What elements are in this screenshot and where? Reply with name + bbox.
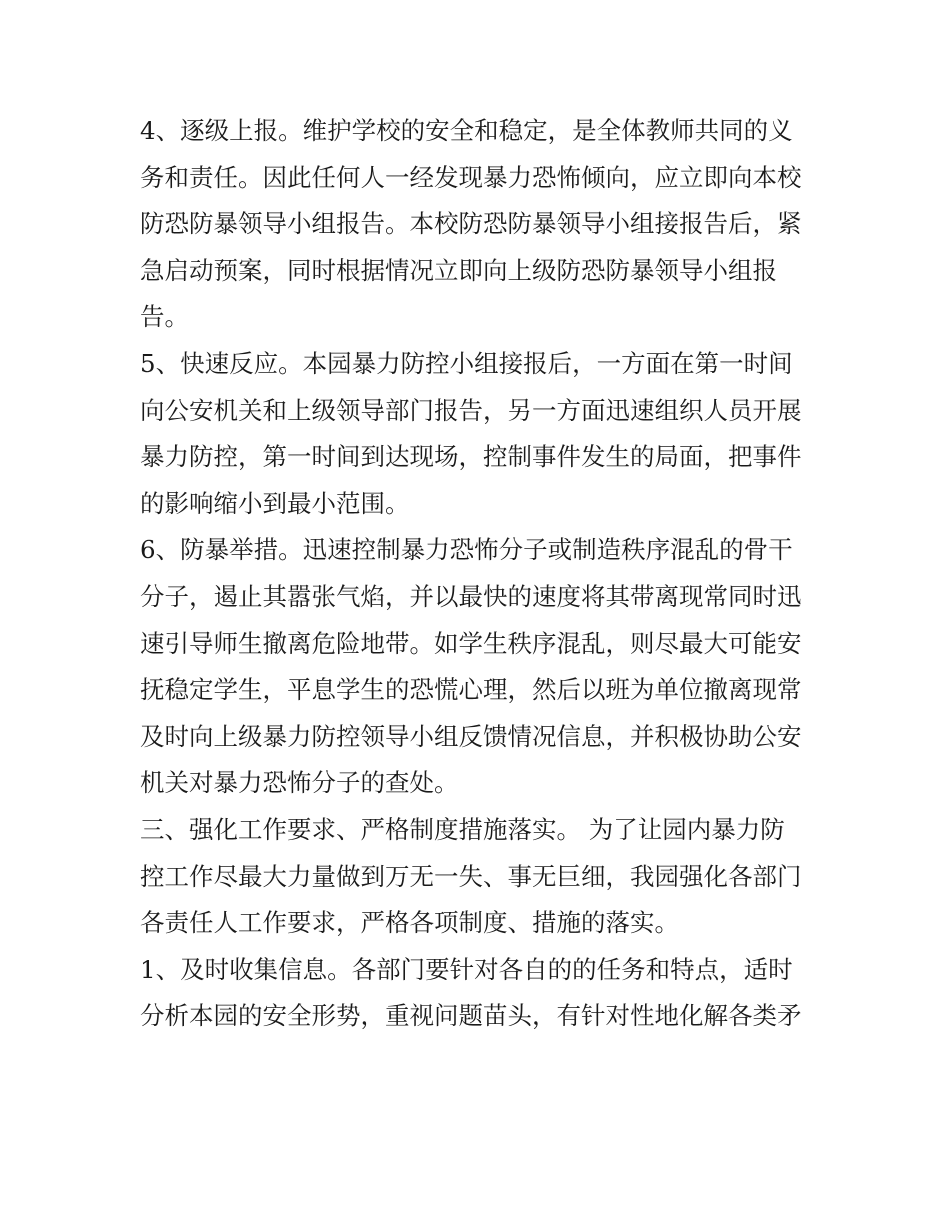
text-line: 务和责任。因此任何人一经发现暴力恐怖倾向，应立即向本校 xyxy=(140,162,802,192)
text-line: 防恐防暴领导小组报告。本校防恐防暴领导小组接报告后，紧 xyxy=(140,209,802,239)
text-line: 抚稳定学生，平息学生的恐慌心理，然后以班为单位撤离现常 xyxy=(140,675,802,705)
text-line: 暴力防控，第一时间到达现场，控制事件发生的局面，把事件 xyxy=(140,442,802,472)
text-line: 6、防暴举措。迅速控制暴力恐怖分子或制造秩序混乱的骨干 xyxy=(140,535,793,565)
text-line: 分析本园的安全形势，重视问题苗头，有针对性地化解各类矛 xyxy=(140,1001,802,1031)
text-line: 控工作尽最大力量做到万无一失、事无巨细，我园强化各部门 xyxy=(140,861,802,891)
text-line: 向公安机关和上级领导部门报告，另一方面迅速组织人员开展 xyxy=(140,395,802,425)
text-line: 5、快速反应。本园暴力防控小组接报后，一方面在第一时间 xyxy=(140,348,793,378)
text-line: 1、及时收集信息。各部门要针对各自的的任务和特点，适时 xyxy=(140,954,793,984)
document-body xyxy=(140,108,830,1040)
text-line: 速引导师生撤离危险地带。如学生秩序混乱，则尽最大可能安 xyxy=(140,628,802,658)
text-line: 4、逐级上报。维护学校的安全和稳定，是全体教师共同的义 xyxy=(140,116,793,145)
text-line: 三、强化工作要求、严格制度措施落实。 为了让园内暴力防 xyxy=(140,814,785,844)
text-line: 告。 xyxy=(140,302,189,332)
text-line: 机关对暴力恐怖分子的查处。 xyxy=(140,768,459,798)
text-line: 各责任人工作要求，严格各项制度、措施的落实。 xyxy=(140,908,679,938)
text-line: 及时向上级暴力防控领导小组反馈情况信息，并积极协助公安 xyxy=(140,721,802,751)
text-line: 的影响缩小到最小范围。 xyxy=(140,488,410,518)
text-line: 分子，遏止其嚣张气焰，并以最快的速度将其带离现常同时迅 xyxy=(140,581,802,611)
text-line: 急启动预案，同时根据情况立即向上级防恐防暴领导小组报 xyxy=(140,255,777,285)
